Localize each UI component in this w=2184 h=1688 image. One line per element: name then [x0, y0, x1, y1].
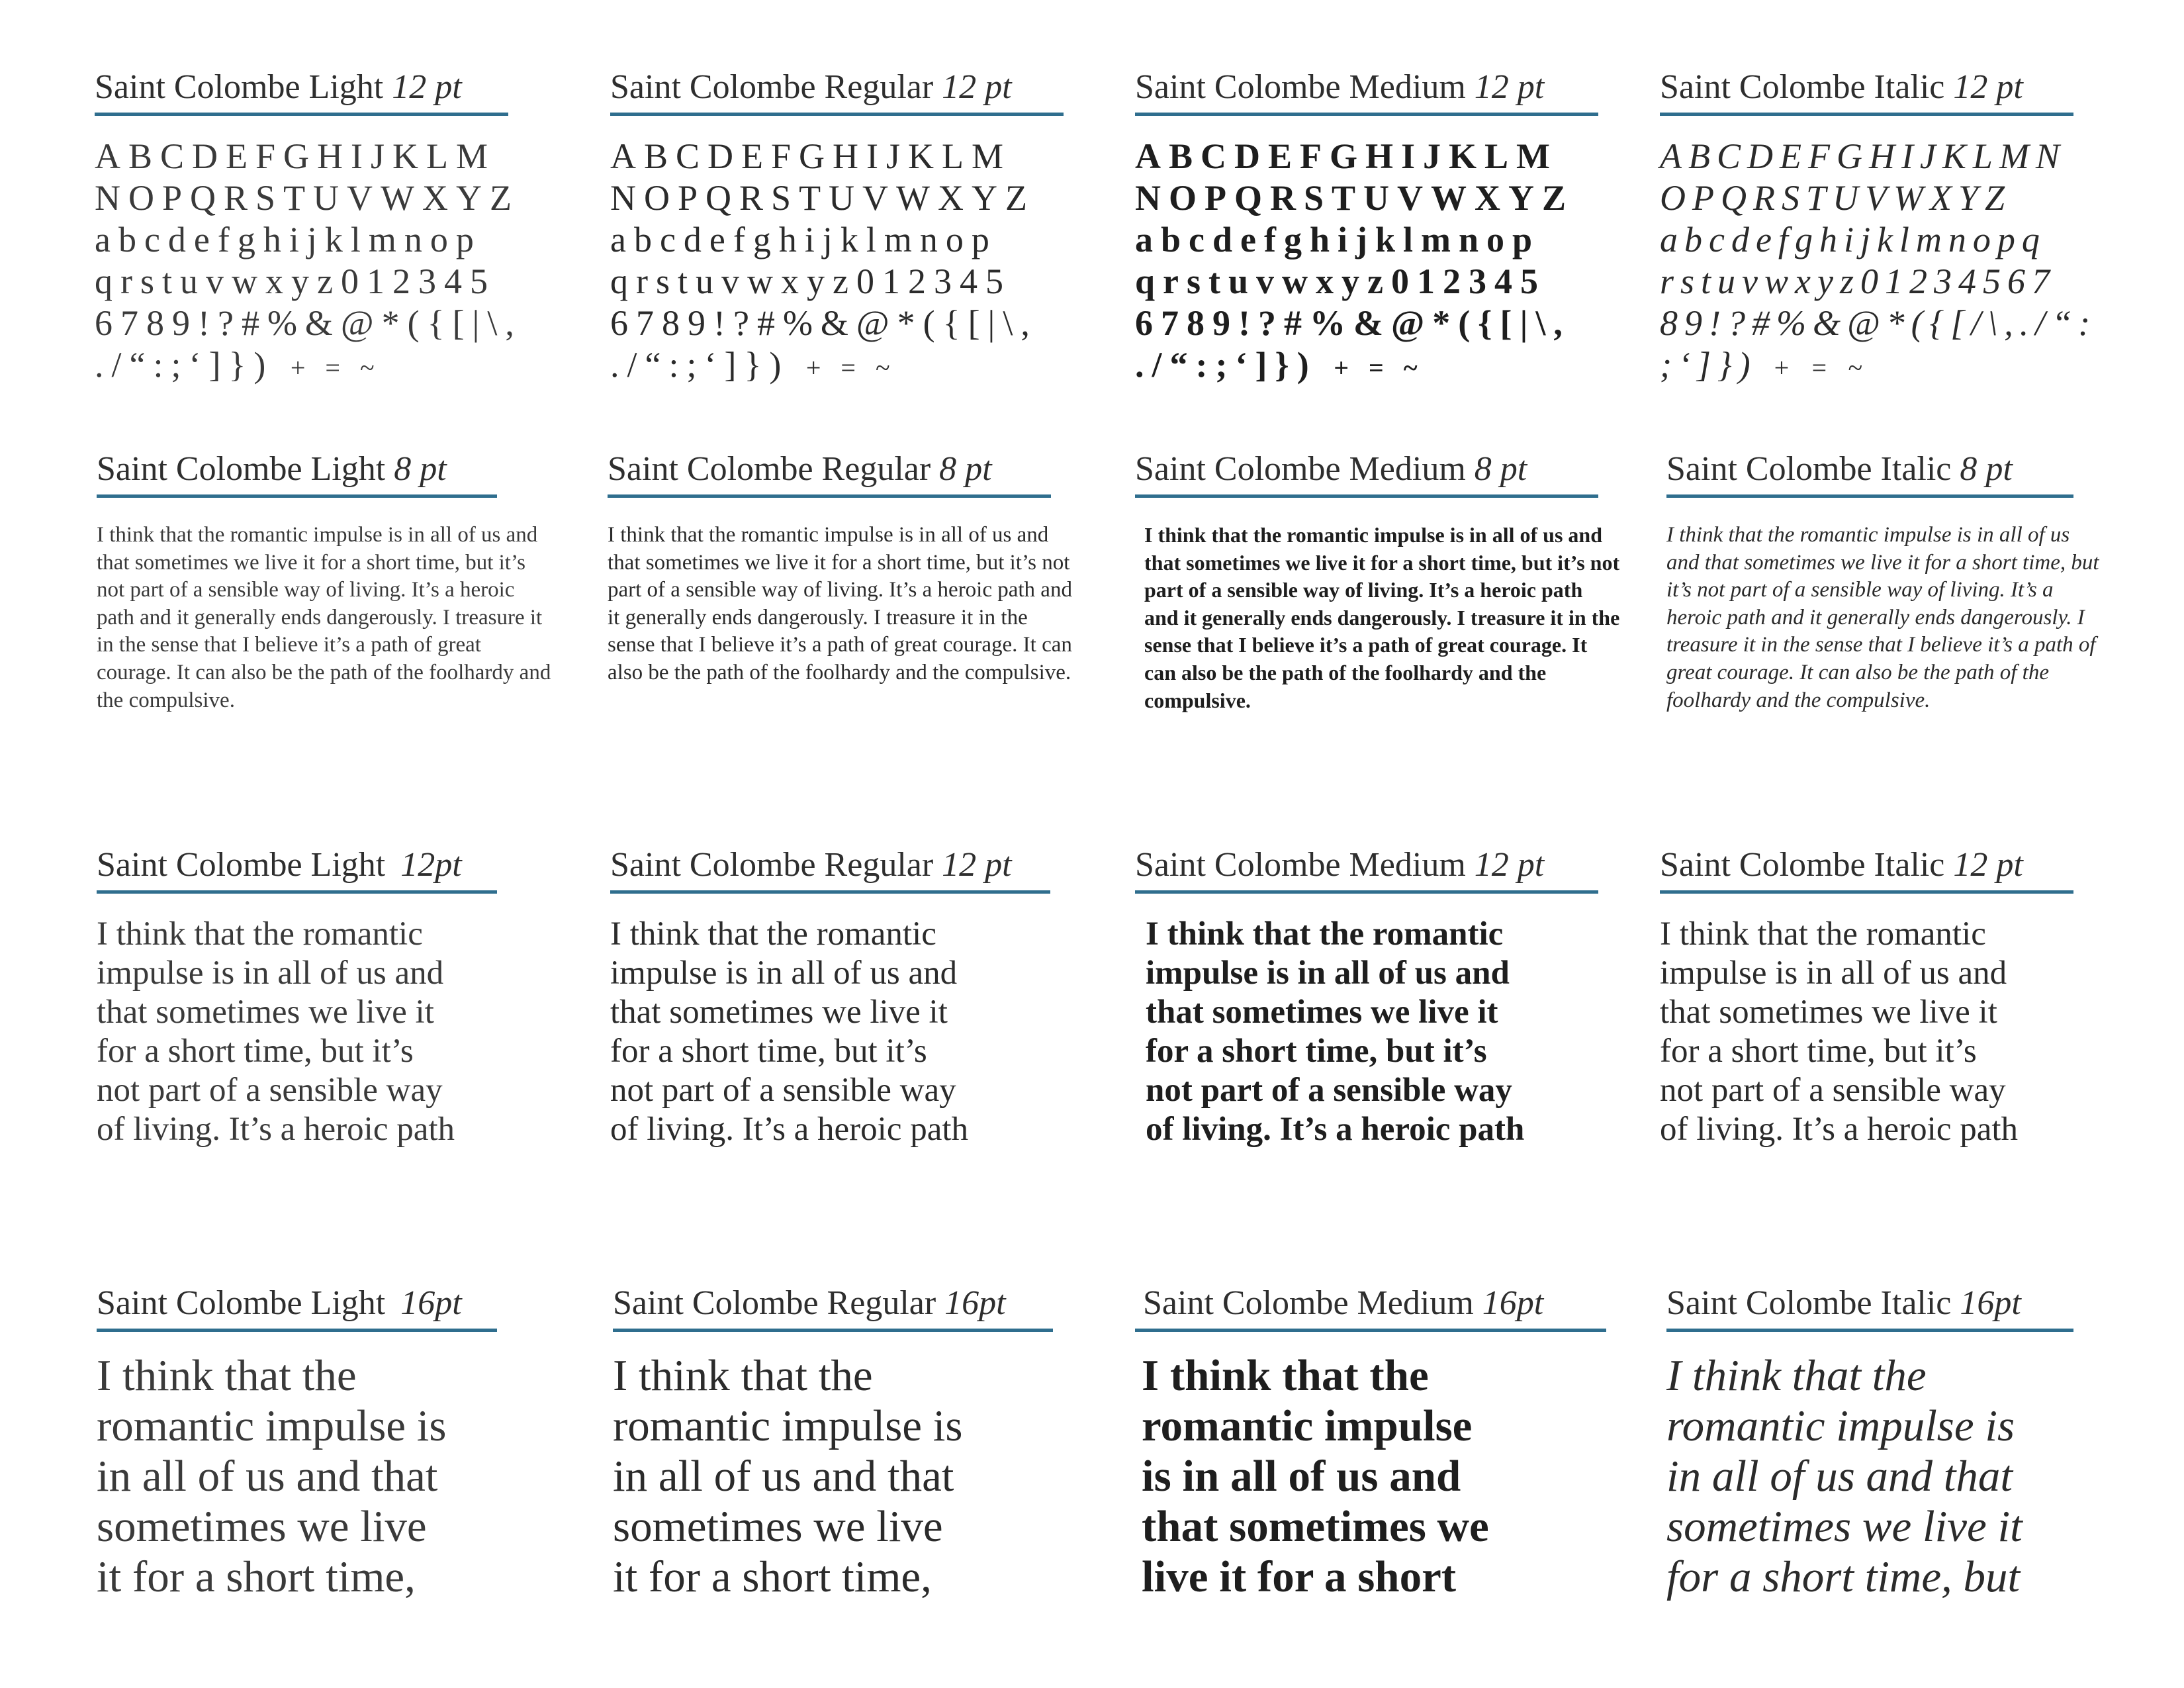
specimen-heading	[1660, 848, 2073, 894]
font-size-label: 8 pt	[394, 450, 447, 488]
font-name: Saint Colombe Medium	[1143, 1284, 1474, 1322]
charset-fragment: ./“:;‘]})	[1135, 345, 1317, 385]
font-name: Saint Colombe Light	[97, 1284, 386, 1322]
specimen-italic-12-charset	[1660, 70, 2097, 389]
sample-paragraph: I think that the romantic impulse is in all of us and that sometimes we live it for a short time, but it’s not part of a sensible way of living. It’s a heroic path and it generally ends dangerously. I treasure it in the sense that I believe it’s a path of great courage. It can also be the path of the foolhardy and the compulsive.	[608, 523, 1072, 684]
specimen-heading	[1666, 1286, 2073, 1332]
charset-line: NOPQRSTUVWXYZ	[1135, 178, 1574, 218]
specimen-heading	[1135, 1286, 1606, 1332]
specimen-regular-16-text	[613, 1286, 1053, 1602]
charset-fragment: + = ~	[290, 353, 381, 383]
charset-fragment: + = ~	[805, 353, 897, 383]
font-name: Saint Colombe Italic	[1660, 68, 1945, 106]
charset-line: qrstuvwxyz012345	[610, 261, 1011, 301]
font-size-label: 12 pt	[392, 68, 462, 106]
font-size-label: 8 pt	[939, 450, 992, 488]
specimen-heading	[1135, 70, 1598, 116]
charset-line	[1660, 344, 2097, 389]
specimen-medium-12-charset	[1135, 70, 1598, 389]
sample-text: I think that the romantic impulse is in all of us and that sometimes we live it for a short time, but it’s not part of a sensible way of living. It’s a heroic path	[610, 915, 969, 1148]
sample-text: I think that the romantic impulse is in all of us and that sometimes we live it for a short time,	[613, 1351, 963, 1601]
charset-line: abcdefghijklmnop	[1135, 220, 1541, 259]
charset-line: ABCDEFGHIJKLM	[1135, 136, 1559, 176]
sample-text: I think that the romantic impulse is in all of us and that sometimes we live it for a short time, but it’s not part of a sensible way of living. It’s a heroic path	[1660, 915, 2019, 1148]
charset-line	[95, 344, 522, 389]
specimen-heading	[1135, 452, 1598, 498]
font-size-label: 12 pt	[1953, 68, 2023, 106]
font-size-label: 12 pt	[1953, 846, 2023, 884]
charset-line	[610, 344, 1064, 389]
charset-line: 6789!?#%&@*({[|\,	[95, 303, 522, 343]
font-name: Saint Colombe Italic	[1666, 450, 1952, 488]
specimen-heading	[1660, 70, 2073, 116]
font-size-label: 12 pt	[942, 68, 1012, 106]
specimen-heading	[1135, 848, 1598, 894]
specimen-light-12-charset	[95, 70, 522, 389]
specimen-heading	[1666, 452, 2073, 498]
charset-line: 6789!?#%&@*({[|\,	[1135, 303, 1570, 343]
font-size-label: 16pt	[400, 1284, 462, 1322]
font-name: Saint Colombe Medium	[1135, 68, 1466, 106]
charset-line: ABCDEFGHIJKLMN	[1660, 136, 2066, 176]
charset-line: ABCDEFGHIJKLM	[610, 136, 1012, 176]
sample-text: I think that the romantic impulse is in all of us and that sometimes we live it for a short	[1142, 1351, 1489, 1601]
charset-line: rstuvwxyz01234567	[1660, 261, 2056, 301]
charset-fragment: ./“:;‘]})	[610, 345, 790, 385]
font-name: Saint Colombe Italic	[1660, 846, 1945, 884]
charset-fragment: + = ~	[1772, 353, 1869, 383]
font-name: Saint Colombe Italic	[1666, 1284, 1952, 1322]
specimen-heading	[97, 1286, 497, 1332]
font-name: Saint Colombe Light	[97, 846, 386, 884]
font-size-label: 12 pt	[942, 846, 1012, 884]
charset-line: ABCDEFGHIJKLM	[95, 136, 496, 176]
specimen-regular-12-text	[610, 848, 1050, 1149]
sample-paragraph: I think that the romantic impulse is in all of us and that sometimes we live it for a short time, but it’s not part of a sensible way of living. It’s a heroic path and it generally ends dangerously. I treasure it in the sense that I believe it’s a path of great courage. It can also be the path of the foolhardy and the compulsive.	[97, 523, 551, 712]
specimen-italic-8-paragraph	[1666, 452, 2103, 714]
font-size-label: 16pt	[1960, 1284, 2021, 1322]
specimen-regular-8-paragraph	[608, 452, 1077, 687]
font-size-label: 8 pt	[1474, 450, 1527, 488]
specimen-heading	[97, 848, 497, 894]
sample-paragraph: I think that the romantic impulse is in all of us and that sometimes we live it for a short time, but it’s not part of a sensible way of living. It’s a heroic path and it generally ends dangerously. I treasure it in the sense that I believe it’s a path of great courage. It can also be the path of the foolhardy and the compulsive.	[1666, 523, 2099, 712]
font-size-label: 12pt	[400, 846, 462, 884]
sample-text: I think that the romantic impulse is in all of us and that sometimes we live it for a short time, but	[1666, 1351, 2023, 1601]
character-set	[1660, 136, 2097, 389]
charset-line: abcdefghijklmnop	[95, 220, 482, 259]
font-name: Saint Colombe Regular	[610, 846, 934, 884]
font-name: Saint Colombe Regular	[610, 68, 934, 106]
specimen-heading	[608, 452, 1051, 498]
specimen-heading	[95, 70, 508, 116]
font-size-label: 16pt	[944, 1284, 1006, 1322]
specimen-light-16-text	[97, 1286, 497, 1602]
sample-text: I think that the romantic impulse is in all of us and that sometimes we live it for a short time, but it’s not part of a sensible way of living. It’s a heroic path	[97, 915, 455, 1148]
specimen-regular-12-charset	[610, 70, 1064, 389]
charset-fragment: ./“:;‘]})	[95, 345, 274, 385]
charset-fragment: ;‘]})	[1660, 345, 1757, 385]
charset-line: NOPQRSTUVWXYZ	[95, 178, 520, 218]
font-name: Saint Colombe Regular	[613, 1284, 936, 1322]
specimen-light-8-paragraph	[97, 452, 553, 714]
charset-line: qrstuvwxyz012345	[1135, 261, 1546, 301]
charset-line	[1135, 344, 1598, 389]
specimen-italic-16-text	[1666, 1286, 2073, 1602]
specimen-light-12-text	[97, 848, 497, 1149]
charset-line: 6789!?#%&@*({[|\,	[610, 303, 1038, 343]
charset-line: abcdefghijklmnop	[610, 220, 997, 259]
sample-text: I think that the romantic impulse is in all of us and that sometimes we live it for a short time,	[97, 1351, 447, 1601]
charset-line: abcdefghijklmnopq	[1660, 220, 2046, 259]
font-size-label: 12 pt	[1474, 68, 1545, 106]
specimen-medium-16-text	[1135, 1286, 1606, 1602]
specimen-heading	[610, 70, 1064, 116]
font-name: Saint Colombe Regular	[608, 450, 931, 488]
specimen-heading	[610, 848, 1050, 894]
character-set	[1135, 136, 1598, 389]
charset-fragment: + = ~	[1334, 353, 1424, 383]
font-size-label: 16pt	[1482, 1284, 1544, 1322]
specimen-italic-12-text	[1660, 848, 2073, 1149]
font-name: Saint Colombe Light	[95, 68, 384, 106]
font-size-label: 12 pt	[1474, 846, 1545, 884]
charset-line: qrstuvwxyz012345	[95, 261, 496, 301]
charset-line: OPQRSTUVWXYZ	[1660, 178, 2012, 218]
specimen-medium-12-text	[1135, 848, 1598, 1149]
font-name: Saint Colombe Light	[97, 450, 386, 488]
sample-paragraph: I think that the romantic impulse is in all of us and that sometimes we live it for a short time, but it’s not part of a sensible way of living. It’s a heroic path and it generally ends dangerously. I treasure it in the sense that I believe it’s a path of great courage. It can also be the path of the foolhardy and the compulsive.	[1144, 523, 1620, 712]
font-name: Saint Colombe Medium	[1135, 450, 1466, 488]
specimen-medium-8-paragraph	[1135, 452, 1621, 714]
charset-line: 89!?#%&@*({[/\,./“:	[1660, 303, 2097, 343]
charset-line: NOPQRSTUVWXYZ	[610, 178, 1035, 218]
character-set	[95, 136, 522, 389]
specimen-heading	[613, 1286, 1053, 1332]
font-size-label: 8 pt	[1960, 450, 2013, 488]
sample-text: I think that the romantic impulse is in all of us and that sometimes we live it for a short time, but it’s not part of a sensible way of living. It’s a heroic path	[1146, 915, 1525, 1148]
font-name: Saint Colombe Medium	[1135, 846, 1466, 884]
character-set	[610, 136, 1064, 389]
specimen-heading	[97, 452, 497, 498]
